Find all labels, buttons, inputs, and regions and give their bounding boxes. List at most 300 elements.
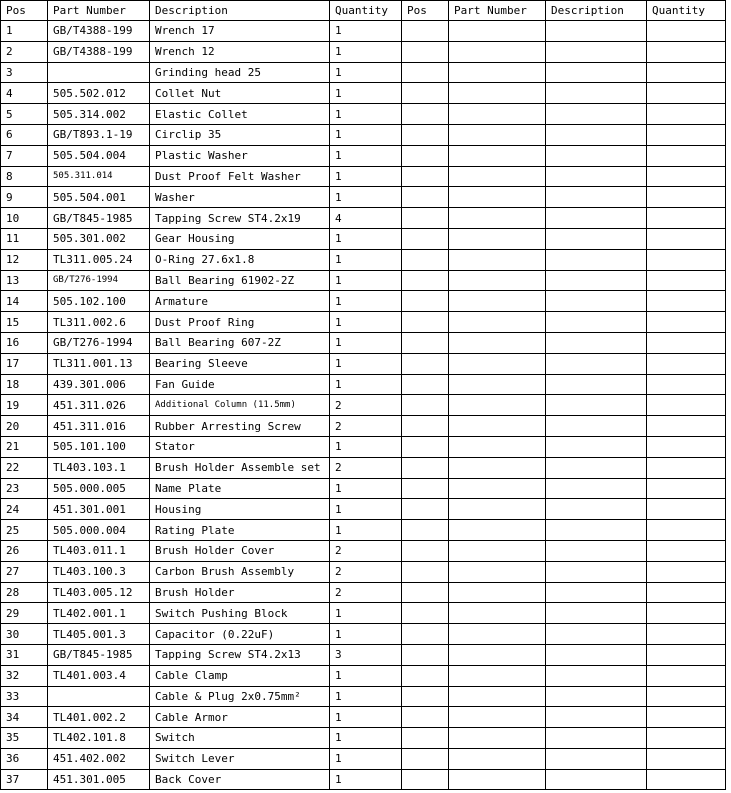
cell-part-number: 505.314.002 xyxy=(48,104,150,125)
cell-quantity: 2 xyxy=(330,395,402,416)
cell-pos: 27 xyxy=(1,561,48,582)
cell-pos-2 xyxy=(402,270,449,291)
cell-pos: 7 xyxy=(1,145,48,166)
cell-part-number: GB/T276-1994 xyxy=(48,332,150,353)
table-row xyxy=(1,540,726,561)
cell-part-number: 451.311.026 xyxy=(48,395,150,416)
cell-pos-2 xyxy=(402,520,449,541)
cell-part-number-2 xyxy=(449,187,546,208)
table-row xyxy=(1,41,726,62)
cell-quantity: 1 xyxy=(330,62,402,83)
cell-description-2 xyxy=(546,748,647,769)
cell-quantity-2 xyxy=(647,644,726,665)
cell-quantity-2 xyxy=(647,83,726,104)
cell-pos: 26 xyxy=(1,540,48,561)
table-row xyxy=(1,665,726,686)
cell-description-2 xyxy=(546,62,647,83)
cell-pos: 19 xyxy=(1,395,48,416)
cell-quantity: 1 xyxy=(330,748,402,769)
table-row xyxy=(1,124,726,145)
header-quantity: Quantity xyxy=(330,1,402,21)
cell-description: Bearing Sleeve xyxy=(150,353,330,374)
cell-pos-2 xyxy=(402,457,449,478)
cell-description-2 xyxy=(546,644,647,665)
cell-pos-2 xyxy=(402,665,449,686)
table-row xyxy=(1,249,726,270)
cell-pos: 32 xyxy=(1,665,48,686)
cell-description-2 xyxy=(546,145,647,166)
table-row xyxy=(1,228,726,249)
cell-pos: 37 xyxy=(1,769,48,790)
cell-description: Housing xyxy=(150,499,330,520)
table-row xyxy=(1,478,726,499)
cell-description-2 xyxy=(546,291,647,312)
cell-description: Gear Housing xyxy=(150,228,330,249)
cell-pos: 15 xyxy=(1,312,48,333)
cell-pos-2 xyxy=(402,499,449,520)
cell-pos: 33 xyxy=(1,686,48,707)
cell-quantity-2 xyxy=(647,436,726,457)
cell-pos: 3 xyxy=(1,62,48,83)
cell-quantity: 4 xyxy=(330,208,402,229)
cell-quantity: 1 xyxy=(330,603,402,624)
table-row xyxy=(1,187,726,208)
cell-description: Name Plate xyxy=(150,478,330,499)
cell-part-number-2 xyxy=(449,41,546,62)
cell-quantity-2 xyxy=(647,270,726,291)
cell-pos-2 xyxy=(402,228,449,249)
table-row xyxy=(1,686,726,707)
cell-description: Circlip 35 xyxy=(150,124,330,145)
cell-part-number xyxy=(48,62,150,83)
table-row xyxy=(1,707,726,728)
cell-quantity-2 xyxy=(647,41,726,62)
cell-description-2 xyxy=(546,83,647,104)
cell-part-number-2 xyxy=(449,208,546,229)
cell-description: Armature xyxy=(150,291,330,312)
cell-part-number: TL311.005.24 xyxy=(48,249,150,270)
table-row xyxy=(1,21,726,42)
cell-pos-2 xyxy=(402,624,449,645)
cell-quantity: 1 xyxy=(330,728,402,749)
cell-part-number: 451.301.001 xyxy=(48,499,150,520)
cell-pos-2 xyxy=(402,124,449,145)
cell-description: Plastic Washer xyxy=(150,145,330,166)
table-row xyxy=(1,582,726,603)
cell-quantity: 1 xyxy=(330,104,402,125)
cell-quantity: 1 xyxy=(330,374,402,395)
cell-description-2 xyxy=(546,21,647,42)
cell-pos: 23 xyxy=(1,478,48,499)
cell-pos-2 xyxy=(402,249,449,270)
cell-description-2 xyxy=(546,603,647,624)
cell-part-number-2 xyxy=(449,644,546,665)
cell-description: Grinding head 25 xyxy=(150,62,330,83)
cell-quantity-2 xyxy=(647,21,726,42)
cell-description-2 xyxy=(546,166,647,187)
cell-quantity-2 xyxy=(647,728,726,749)
cell-description: Fan Guide xyxy=(150,374,330,395)
cell-part-number: TL403.011.1 xyxy=(48,540,150,561)
cell-pos: 9 xyxy=(1,187,48,208)
cell-pos: 21 xyxy=(1,436,48,457)
cell-quantity: 1 xyxy=(330,478,402,499)
cell-part-number: 505.301.002 xyxy=(48,228,150,249)
cell-quantity: 1 xyxy=(330,353,402,374)
cell-part-number-2 xyxy=(449,748,546,769)
cell-part-number-2 xyxy=(449,582,546,603)
cell-pos-2 xyxy=(402,728,449,749)
cell-quantity: 2 xyxy=(330,582,402,603)
cell-quantity: 3 xyxy=(330,644,402,665)
cell-pos-2 xyxy=(402,603,449,624)
table-row xyxy=(1,520,726,541)
cell-quantity-2 xyxy=(647,748,726,769)
cell-description: Elastic Collet xyxy=(150,104,330,125)
cell-part-number-2 xyxy=(449,520,546,541)
cell-part-number: 505.101.100 xyxy=(48,436,150,457)
cell-quantity-2 xyxy=(647,249,726,270)
cell-pos: 20 xyxy=(1,416,48,437)
cell-quantity-2 xyxy=(647,665,726,686)
cell-part-number-2 xyxy=(449,499,546,520)
cell-quantity-2 xyxy=(647,104,726,125)
cell-part-number: GB/T893.1-19 xyxy=(48,124,150,145)
cell-part-number: GB/T4388-199 xyxy=(48,21,150,42)
cell-description-2 xyxy=(546,624,647,645)
cell-part-number-2 xyxy=(449,249,546,270)
cell-description: Additional Column (11.5mm) xyxy=(150,395,330,416)
cell-description-2 xyxy=(546,332,647,353)
cell-part-number: TL403.005.12 xyxy=(48,582,150,603)
cell-pos-2 xyxy=(402,332,449,353)
cell-pos-2 xyxy=(402,83,449,104)
header-part-number: Part Number xyxy=(48,1,150,21)
cell-description: Collet Nut xyxy=(150,83,330,104)
cell-description-2 xyxy=(546,561,647,582)
cell-part-number-2 xyxy=(449,478,546,499)
cell-description-2 xyxy=(546,270,647,291)
cell-description: Capacitor (0.22uF) xyxy=(150,624,330,645)
table-row xyxy=(1,312,726,333)
cell-quantity-2 xyxy=(647,624,726,645)
cell-part-number: TL403.103.1 xyxy=(48,457,150,478)
cell-quantity: 1 xyxy=(330,41,402,62)
table-row xyxy=(1,374,726,395)
cell-description: Carbon Brush Assembly xyxy=(150,561,330,582)
cell-part-number: 505.504.004 xyxy=(48,145,150,166)
cell-description: Ball Bearing 61902-2Z xyxy=(150,270,330,291)
cell-description: Rating Plate xyxy=(150,520,330,541)
header-row xyxy=(1,1,726,21)
cell-description: Tapping Screw ST4.2x19 xyxy=(150,208,330,229)
cell-pos-2 xyxy=(402,41,449,62)
cell-quantity-2 xyxy=(647,291,726,312)
table-row xyxy=(1,457,726,478)
table-row xyxy=(1,728,726,749)
cell-description-2 xyxy=(546,582,647,603)
table-row xyxy=(1,561,726,582)
cell-description-2 xyxy=(546,228,647,249)
cell-description: Dust Proof Ring xyxy=(150,312,330,333)
cell-pos: 8 xyxy=(1,166,48,187)
cell-description-2 xyxy=(546,499,647,520)
cell-part-number: GB/T845-1985 xyxy=(48,208,150,229)
cell-quantity-2 xyxy=(647,769,726,790)
cell-description-2 xyxy=(546,187,647,208)
table-row xyxy=(1,603,726,624)
cell-quantity: 2 xyxy=(330,540,402,561)
cell-quantity: 1 xyxy=(330,665,402,686)
cell-description: Wrench 17 xyxy=(150,21,330,42)
cell-part-number-2 xyxy=(449,665,546,686)
cell-quantity-2 xyxy=(647,520,726,541)
cell-pos: 29 xyxy=(1,603,48,624)
cell-quantity: 1 xyxy=(330,187,402,208)
table-row xyxy=(1,395,726,416)
cell-quantity-2 xyxy=(647,707,726,728)
cell-quantity-2 xyxy=(647,478,726,499)
cell-description-2 xyxy=(546,520,647,541)
cell-pos-2 xyxy=(402,166,449,187)
cell-quantity: 1 xyxy=(330,624,402,645)
cell-quantity: 1 xyxy=(330,21,402,42)
cell-part-number-2 xyxy=(449,353,546,374)
cell-description: Washer xyxy=(150,187,330,208)
cell-pos: 31 xyxy=(1,644,48,665)
cell-quantity: 1 xyxy=(330,769,402,790)
cell-description-2 xyxy=(546,353,647,374)
cell-quantity-2 xyxy=(647,228,726,249)
cell-quantity: 1 xyxy=(330,686,402,707)
cell-pos-2 xyxy=(402,104,449,125)
cell-description-2 xyxy=(546,769,647,790)
cell-quantity: 1 xyxy=(330,83,402,104)
cell-quantity-2 xyxy=(647,312,726,333)
cell-description: Cable Clamp xyxy=(150,665,330,686)
cell-part-number xyxy=(48,686,150,707)
cell-quantity-2 xyxy=(647,686,726,707)
cell-quantity: 1 xyxy=(330,707,402,728)
cell-part-number: 451.311.016 xyxy=(48,416,150,437)
cell-description: Ball Bearing 607-2Z xyxy=(150,332,330,353)
cell-part-number-2 xyxy=(449,21,546,42)
cell-description: Back Cover xyxy=(150,769,330,790)
cell-pos-2 xyxy=(402,395,449,416)
cell-part-number-2 xyxy=(449,624,546,645)
cell-part-number-2 xyxy=(449,374,546,395)
cell-part-number: 505.504.001 xyxy=(48,187,150,208)
cell-part-number: 505.000.004 xyxy=(48,520,150,541)
cell-pos: 5 xyxy=(1,104,48,125)
cell-part-number-2 xyxy=(449,436,546,457)
cell-pos: 25 xyxy=(1,520,48,541)
table-row xyxy=(1,416,726,437)
cell-pos: 12 xyxy=(1,249,48,270)
cell-pos-2 xyxy=(402,187,449,208)
cell-part-number-2 xyxy=(449,561,546,582)
cell-quantity: 2 xyxy=(330,416,402,437)
cell-pos-2 xyxy=(402,62,449,83)
cell-quantity-2 xyxy=(647,353,726,374)
cell-pos-2 xyxy=(402,769,449,790)
cell-pos-2 xyxy=(402,145,449,166)
cell-description: Brush Holder xyxy=(150,582,330,603)
table-row xyxy=(1,769,726,790)
cell-part-number: GB/T4388-199 xyxy=(48,41,150,62)
cell-quantity: 2 xyxy=(330,561,402,582)
cell-description-2 xyxy=(546,41,647,62)
cell-description: Cable Armor xyxy=(150,707,330,728)
cell-part-number-2 xyxy=(449,540,546,561)
cell-part-number: TL401.002.2 xyxy=(48,707,150,728)
cell-pos-2 xyxy=(402,707,449,728)
cell-pos: 16 xyxy=(1,332,48,353)
cell-description: Switch Lever xyxy=(150,748,330,769)
cell-quantity: 1 xyxy=(330,228,402,249)
cell-description-2 xyxy=(546,416,647,437)
cell-quantity-2 xyxy=(647,582,726,603)
cell-part-number-2 xyxy=(449,728,546,749)
cell-pos: 18 xyxy=(1,374,48,395)
cell-pos: 35 xyxy=(1,728,48,749)
parts-table-body xyxy=(1,21,726,790)
cell-pos-2 xyxy=(402,21,449,42)
cell-description-2 xyxy=(546,124,647,145)
cell-part-number: TL401.003.4 xyxy=(48,665,150,686)
cell-part-number: 439.301.006 xyxy=(48,374,150,395)
cell-description-2 xyxy=(546,374,647,395)
cell-pos: 2 xyxy=(1,41,48,62)
cell-part-number: GB/T276-1994 xyxy=(48,270,150,291)
cell-description: Wrench 12 xyxy=(150,41,330,62)
cell-part-number-2 xyxy=(449,312,546,333)
cell-description-2 xyxy=(546,457,647,478)
cell-part-number: TL405.001.3 xyxy=(48,624,150,645)
cell-part-number-2 xyxy=(449,457,546,478)
cell-quantity-2 xyxy=(647,603,726,624)
cell-part-number: TL311.001.13 xyxy=(48,353,150,374)
cell-pos-2 xyxy=(402,582,449,603)
cell-quantity: 1 xyxy=(330,520,402,541)
cell-quantity: 1 xyxy=(330,436,402,457)
cell-description: Rubber Arresting Screw xyxy=(150,416,330,437)
cell-description: Switch Pushing Block xyxy=(150,603,330,624)
cell-pos: 4 xyxy=(1,83,48,104)
cell-pos: 11 xyxy=(1,228,48,249)
cell-description-2 xyxy=(546,540,647,561)
cell-quantity-2 xyxy=(647,416,726,437)
cell-part-number-2 xyxy=(449,769,546,790)
cell-part-number: TL403.100.3 xyxy=(48,561,150,582)
cell-description-2 xyxy=(546,686,647,707)
table-row xyxy=(1,436,726,457)
cell-description: Dust Proof Felt Washer xyxy=(150,166,330,187)
cell-part-number-2 xyxy=(449,104,546,125)
cell-quantity: 1 xyxy=(330,291,402,312)
cell-part-number-2 xyxy=(449,270,546,291)
header-quantity-2: Quantity xyxy=(647,1,726,21)
cell-description-2 xyxy=(546,395,647,416)
cell-description: Cable & Plug 2x0.75mm² xyxy=(150,686,330,707)
cell-pos: 1 xyxy=(1,21,48,42)
cell-part-number: 505.102.100 xyxy=(48,291,150,312)
cell-pos: 34 xyxy=(1,707,48,728)
cell-quantity-2 xyxy=(647,332,726,353)
table-row xyxy=(1,644,726,665)
cell-quantity: 1 xyxy=(330,249,402,270)
table-row xyxy=(1,353,726,374)
cell-part-number-2 xyxy=(449,686,546,707)
cell-pos-2 xyxy=(402,748,449,769)
cell-pos-2 xyxy=(402,291,449,312)
cell-part-number-2 xyxy=(449,332,546,353)
table-row xyxy=(1,270,726,291)
cell-part-number-2 xyxy=(449,707,546,728)
cell-description: O-Ring 27.6x1.8 xyxy=(150,249,330,270)
cell-quantity-2 xyxy=(647,395,726,416)
cell-part-number-2 xyxy=(449,83,546,104)
table-row xyxy=(1,166,726,187)
cell-quantity-2 xyxy=(647,62,726,83)
cell-quantity: 1 xyxy=(330,312,402,333)
cell-quantity: 2 xyxy=(330,457,402,478)
cell-part-number-2 xyxy=(449,145,546,166)
header-description-2: Description xyxy=(546,1,647,21)
cell-pos: 6 xyxy=(1,124,48,145)
cell-quantity: 1 xyxy=(330,270,402,291)
table-row xyxy=(1,291,726,312)
cell-part-number-2 xyxy=(449,603,546,624)
cell-description-2 xyxy=(546,728,647,749)
header-pos: Pos xyxy=(1,1,48,21)
cell-description-2 xyxy=(546,436,647,457)
header-part-number-2: Part Number xyxy=(449,1,546,21)
cell-part-number: TL311.002.6 xyxy=(48,312,150,333)
cell-quantity-2 xyxy=(647,499,726,520)
table-row xyxy=(1,62,726,83)
cell-pos: 30 xyxy=(1,624,48,645)
cell-description-2 xyxy=(546,707,647,728)
cell-part-number-2 xyxy=(449,395,546,416)
cell-pos: 36 xyxy=(1,748,48,769)
cell-pos: 17 xyxy=(1,353,48,374)
header-pos-2: Pos xyxy=(402,1,449,21)
cell-pos: 14 xyxy=(1,291,48,312)
table-row xyxy=(1,104,726,125)
cell-part-number-2 xyxy=(449,228,546,249)
cell-part-number: TL402.001.1 xyxy=(48,603,150,624)
cell-description-2 xyxy=(546,478,647,499)
cell-part-number: 505.311.014 xyxy=(48,166,150,187)
cell-pos: 28 xyxy=(1,582,48,603)
cell-quantity: 1 xyxy=(330,166,402,187)
cell-pos-2 xyxy=(402,353,449,374)
cell-quantity-2 xyxy=(647,457,726,478)
cell-quantity-2 xyxy=(647,540,726,561)
cell-quantity: 1 xyxy=(330,332,402,353)
cell-pos: 13 xyxy=(1,270,48,291)
cell-part-number: 505.502.012 xyxy=(48,83,150,104)
cell-pos-2 xyxy=(402,208,449,229)
cell-part-number-2 xyxy=(449,166,546,187)
cell-pos: 22 xyxy=(1,457,48,478)
cell-quantity-2 xyxy=(647,124,726,145)
cell-part-number: 451.402.002 xyxy=(48,748,150,769)
cell-description: Brush Holder Assemble set xyxy=(150,457,330,478)
cell-quantity-2 xyxy=(647,208,726,229)
cell-quantity: 1 xyxy=(330,145,402,166)
